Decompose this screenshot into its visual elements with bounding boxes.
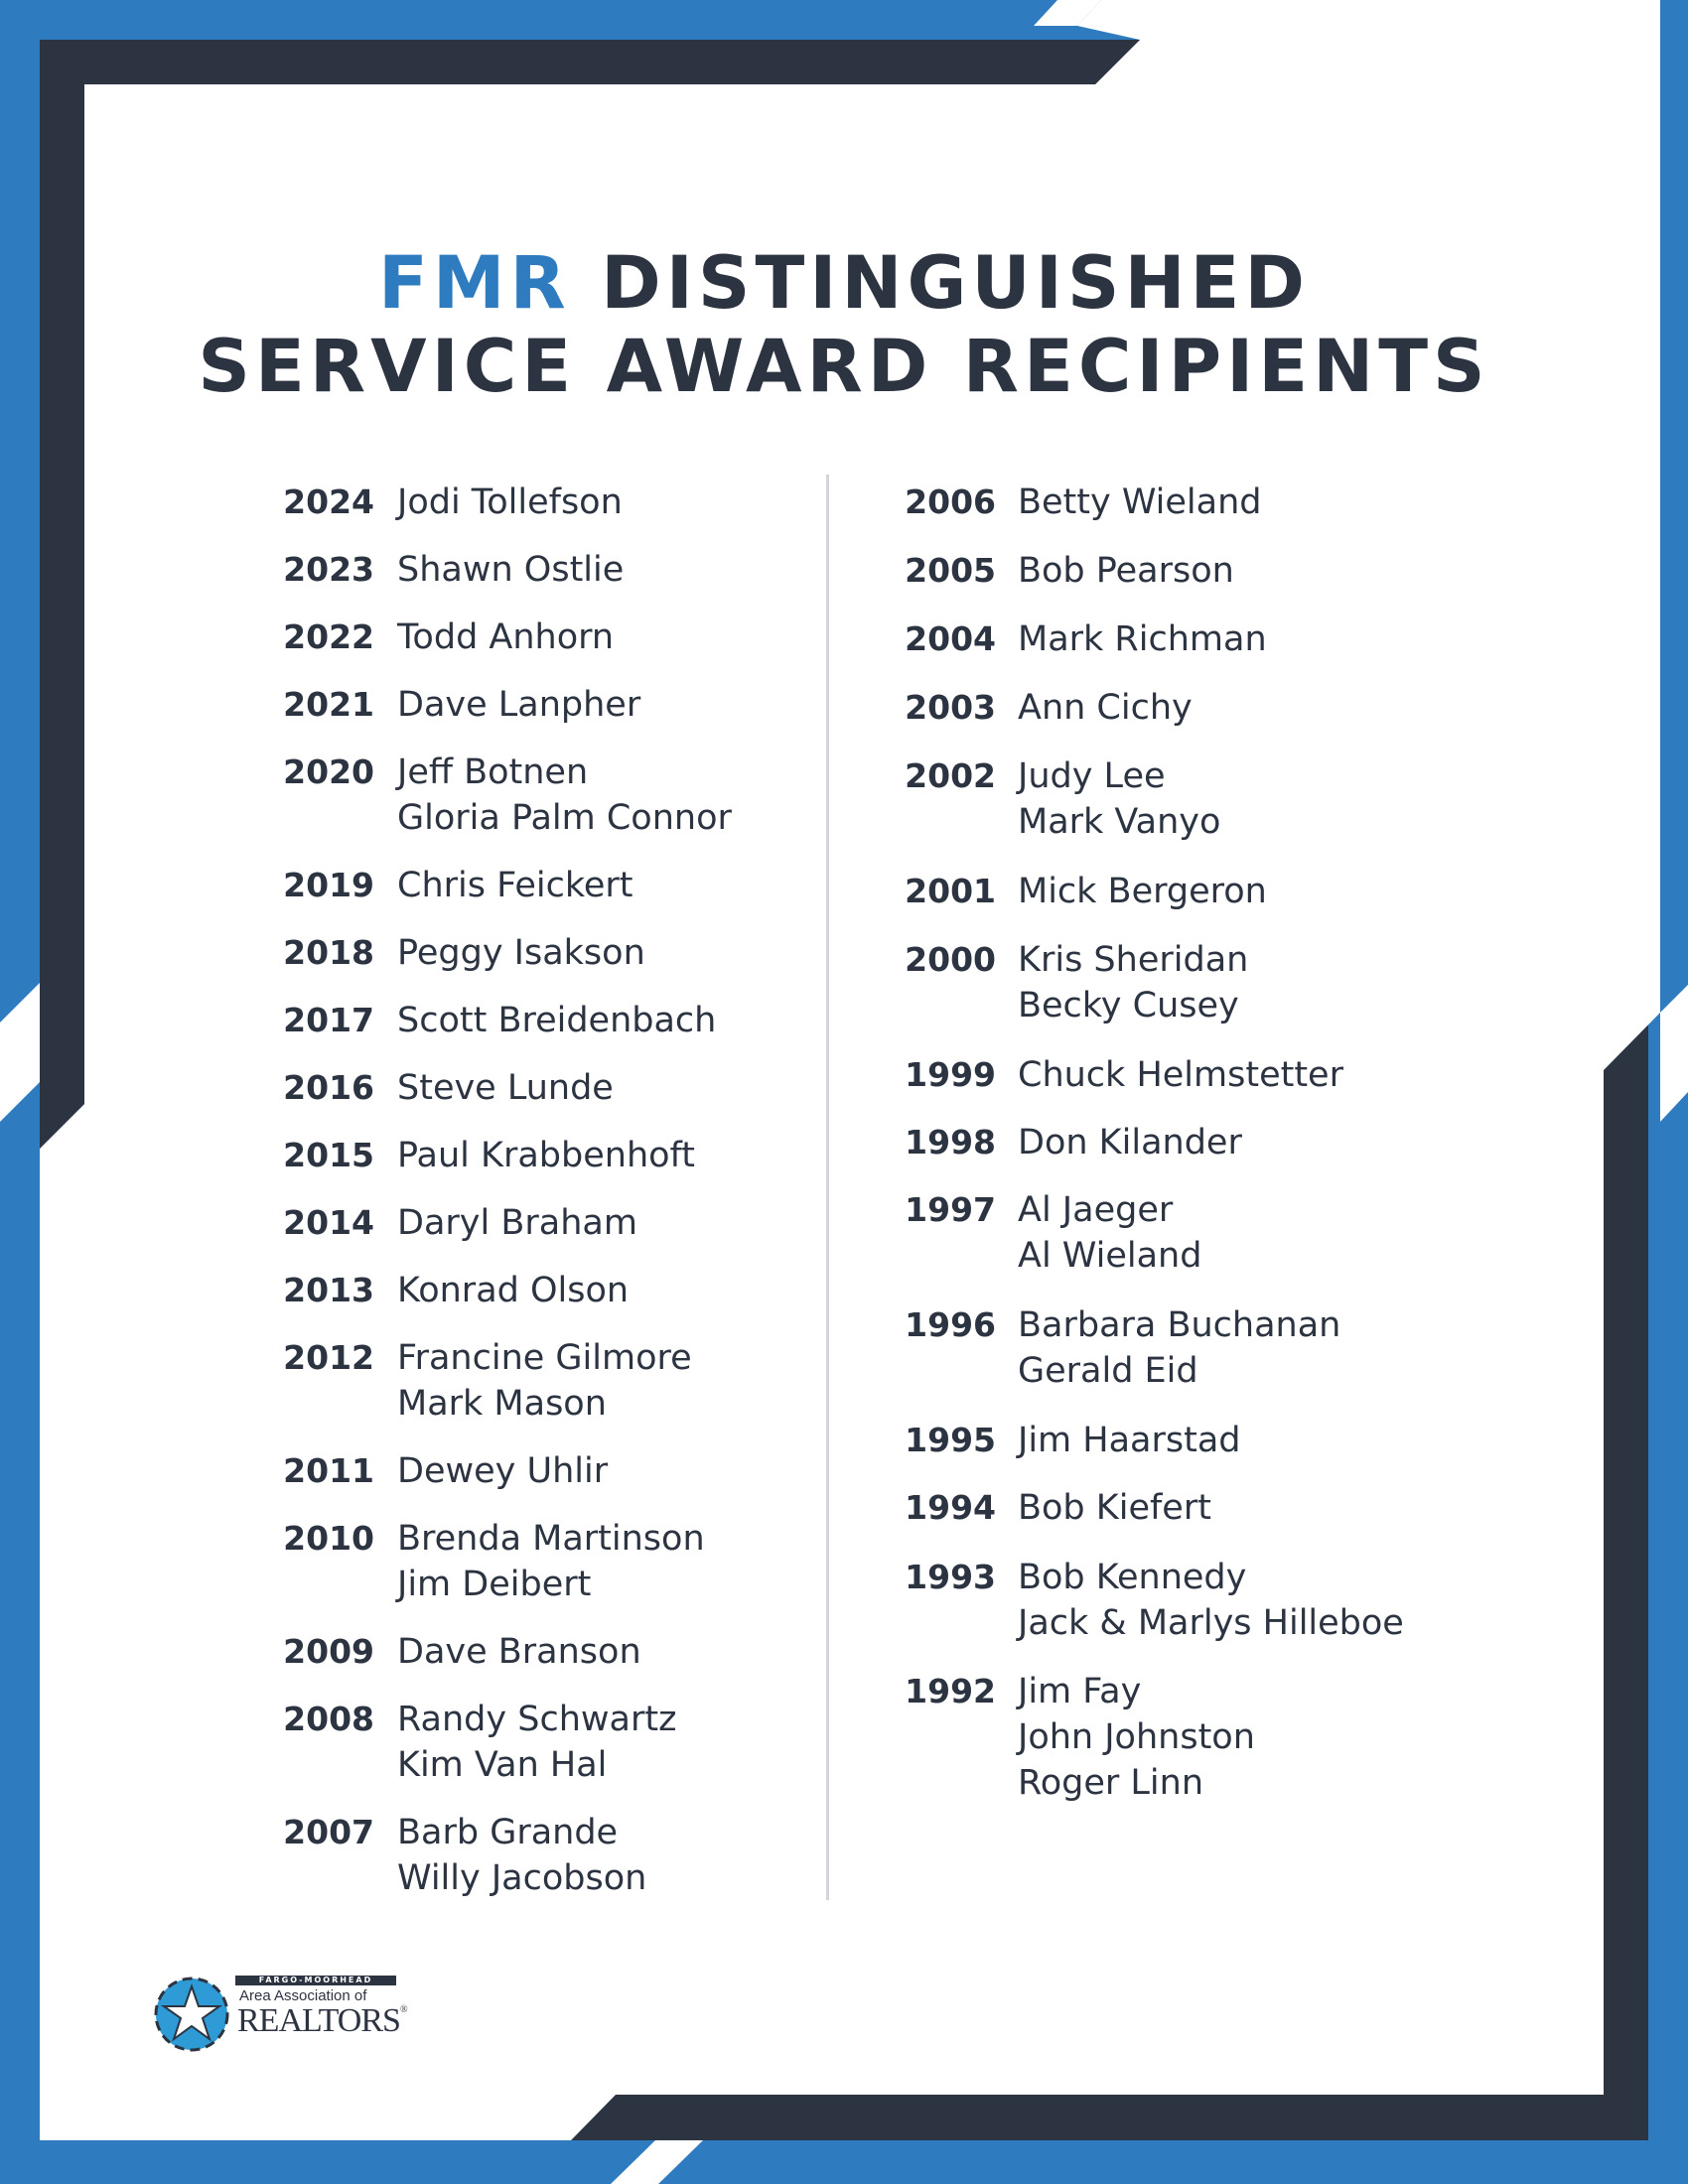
recipient-names — [1018, 937, 1248, 1028]
recipient-name: Al Jaeger — [1018, 1190, 1174, 1230]
award-year: 2000 — [905, 940, 996, 979]
award-year: 1992 — [905, 1672, 996, 1710]
recipient-names — [397, 614, 614, 660]
recipient-names — [1018, 1187, 1201, 1279]
recipient-name: Barbara Buchanan — [1018, 1305, 1341, 1345]
recipient-name: Bob Kennedy — [1018, 1558, 1247, 1597]
award-year: 2006 — [905, 482, 996, 521]
fmaar-realtors-logo — [152, 1975, 407, 2048]
recipient-names — [397, 1065, 614, 1111]
recipient-name: Barb Grande — [397, 1813, 619, 1852]
award-year: 2003 — [905, 688, 996, 727]
recipient-names — [1018, 1418, 1241, 1463]
award-year: 2012 — [283, 1338, 374, 1377]
recipient-name: Willy Jacobson — [397, 1858, 647, 1898]
recipient-names — [397, 930, 645, 976]
award-year: 1998 — [905, 1123, 996, 1161]
recipient-name: Mark Vanyo — [1018, 802, 1221, 842]
award-year: 1996 — [905, 1305, 996, 1344]
title-accent-fmr: FMR — [377, 241, 571, 326]
recipient-name: Becky Cusey — [1018, 986, 1239, 1025]
recipient-name: Jim Deibert — [397, 1565, 592, 1604]
recipient-names — [1018, 1120, 1242, 1165]
award-year: 1995 — [905, 1421, 996, 1459]
recipient-names — [397, 998, 716, 1043]
recipient-names — [1018, 1555, 1404, 1646]
recipient-name: Gerald Eid — [1018, 1351, 1198, 1391]
award-year: 1997 — [905, 1190, 996, 1229]
recipient-name: Kim Van Hal — [397, 1745, 608, 1785]
recipient-name: Daryl Braham — [397, 1203, 637, 1243]
recipient-names — [397, 863, 633, 908]
award-year: 2001 — [905, 872, 996, 910]
recipient-name: Steve Lunde — [397, 1068, 614, 1108]
recipient-names — [397, 682, 640, 728]
award-year: 2021 — [283, 685, 374, 724]
award-year: 2011 — [283, 1451, 374, 1490]
recipient-name: Jack & Marlys Hilleboe — [1018, 1603, 1404, 1643]
recipient-name: Jim Fay — [1018, 1672, 1142, 1711]
recipient-name: Shawn Ostlie — [397, 550, 625, 590]
recipient-names — [397, 1516, 705, 1607]
logo-middle-text: Area Association of — [239, 1987, 367, 2004]
logo-registered-mark: ® — [399, 2004, 407, 2015]
award-year: 2017 — [283, 1001, 374, 1039]
recipient-names — [1018, 685, 1193, 731]
award-year: 2009 — [283, 1632, 374, 1671]
recipient-name: Randy Schwartz — [397, 1700, 677, 1739]
recipient-name: Scott Breidenbach — [397, 1001, 717, 1040]
recipient-name: Mark Mason — [397, 1384, 607, 1424]
recipient-name: Chris Feickert — [397, 866, 633, 905]
recipient-names — [1018, 548, 1234, 594]
star-seal-icon — [152, 1975, 231, 2054]
recipient-names — [397, 1629, 641, 1675]
recipient-name: Kris Sheridan — [1018, 940, 1249, 980]
award-year: 2005 — [905, 551, 996, 590]
award-year: 2010 — [283, 1519, 374, 1558]
award-year: 2013 — [283, 1271, 374, 1309]
award-year: 2014 — [283, 1203, 374, 1242]
recipient-name: John Johnston — [1018, 1717, 1255, 1757]
recipient-names — [397, 1448, 608, 1494]
recipient-name: Ann Cichy — [1018, 688, 1193, 728]
award-year: 1994 — [905, 1488, 996, 1527]
recipient-names — [397, 479, 623, 525]
award-year: 2015 — [283, 1136, 374, 1174]
recipient-name: Jodi Tollefson — [397, 482, 623, 522]
recipient-names — [1018, 479, 1262, 525]
recipient-name: Dave Branson — [397, 1632, 641, 1672]
recipient-name: Dewey Uhlir — [397, 1451, 609, 1491]
recipient-name: Bob Pearson — [1018, 551, 1234, 591]
award-year: 2023 — [283, 550, 374, 589]
title-distinguished: DISTINGUISHED — [570, 241, 1311, 326]
recipient-names — [1018, 1302, 1340, 1394]
recipient-names — [1018, 616, 1267, 662]
recipient-name: Jeff Botnen — [397, 752, 589, 792]
recipient-names — [397, 1133, 695, 1178]
recipient-names — [397, 1200, 637, 1246]
logo-realtors-word: REALTORS — [237, 2002, 400, 2039]
logo-main-text — [237, 2003, 407, 2039]
recipient-name: Jim Haarstad — [1018, 1421, 1241, 1460]
recipient-names — [1018, 1485, 1211, 1531]
recipient-name: Bob Kiefert — [1018, 1488, 1211, 1528]
award-year: 2016 — [283, 1068, 374, 1107]
recipient-names — [397, 1335, 692, 1427]
recipient-name: Mick Bergeron — [1018, 872, 1267, 911]
recipient-name: Konrad Olson — [397, 1271, 630, 1310]
recipient-names — [397, 1810, 646, 1901]
recipient-names — [397, 1697, 676, 1788]
recipient-name: Roger Linn — [1018, 1763, 1204, 1803]
award-year: 1993 — [905, 1558, 996, 1596]
recipient-name: Francine Gilmore — [397, 1338, 692, 1378]
award-year: 2002 — [905, 756, 996, 795]
recipient-names — [1018, 1669, 1255, 1806]
page-title-line-1 — [0, 241, 1688, 326]
recipient-name: Chuck Helmstetter — [1018, 1055, 1343, 1095]
recipient-names — [1018, 1052, 1343, 1098]
award-year: 2019 — [283, 866, 374, 904]
award-year: 2024 — [283, 482, 374, 521]
recipient-name: Judy Lee — [1018, 756, 1166, 796]
page-title-line-2: SERVICE AWARD RECIPIENTS — [198, 325, 1490, 409]
recipient-name: Paul Krabbenhoft — [397, 1136, 695, 1175]
column-divider — [826, 475, 829, 1900]
recipient-name: Peggy Isakson — [397, 933, 645, 973]
recipient-name: Gloria Palm Connor — [397, 798, 732, 838]
logo-top-text: FARGO-MOORHEAD — [235, 1976, 396, 1985]
recipient-name: Don Kilander — [1018, 1123, 1242, 1162]
recipient-name: Todd Anhorn — [397, 617, 615, 657]
recipient-names — [1018, 869, 1267, 914]
recipient-name: Mark Richman — [1018, 619, 1267, 659]
recipient-name: Al Wieland — [1018, 1236, 1202, 1276]
award-year: 2022 — [283, 617, 374, 656]
award-year: 2018 — [283, 933, 374, 972]
recipient-name: Dave Lanpher — [397, 685, 641, 725]
recipient-names — [397, 547, 624, 593]
award-year: 1999 — [905, 1055, 996, 1094]
recipient-name: Brenda Martinson — [397, 1519, 705, 1559]
recipient-names — [397, 750, 732, 841]
recipient-name: Betty Wieland — [1018, 482, 1262, 522]
award-year: 2004 — [905, 619, 996, 658]
award-year: 2008 — [283, 1700, 374, 1738]
recipient-names — [397, 1268, 629, 1313]
recipient-names — [1018, 753, 1220, 845]
award-year: 2020 — [283, 752, 374, 791]
award-year: 2007 — [283, 1813, 374, 1851]
